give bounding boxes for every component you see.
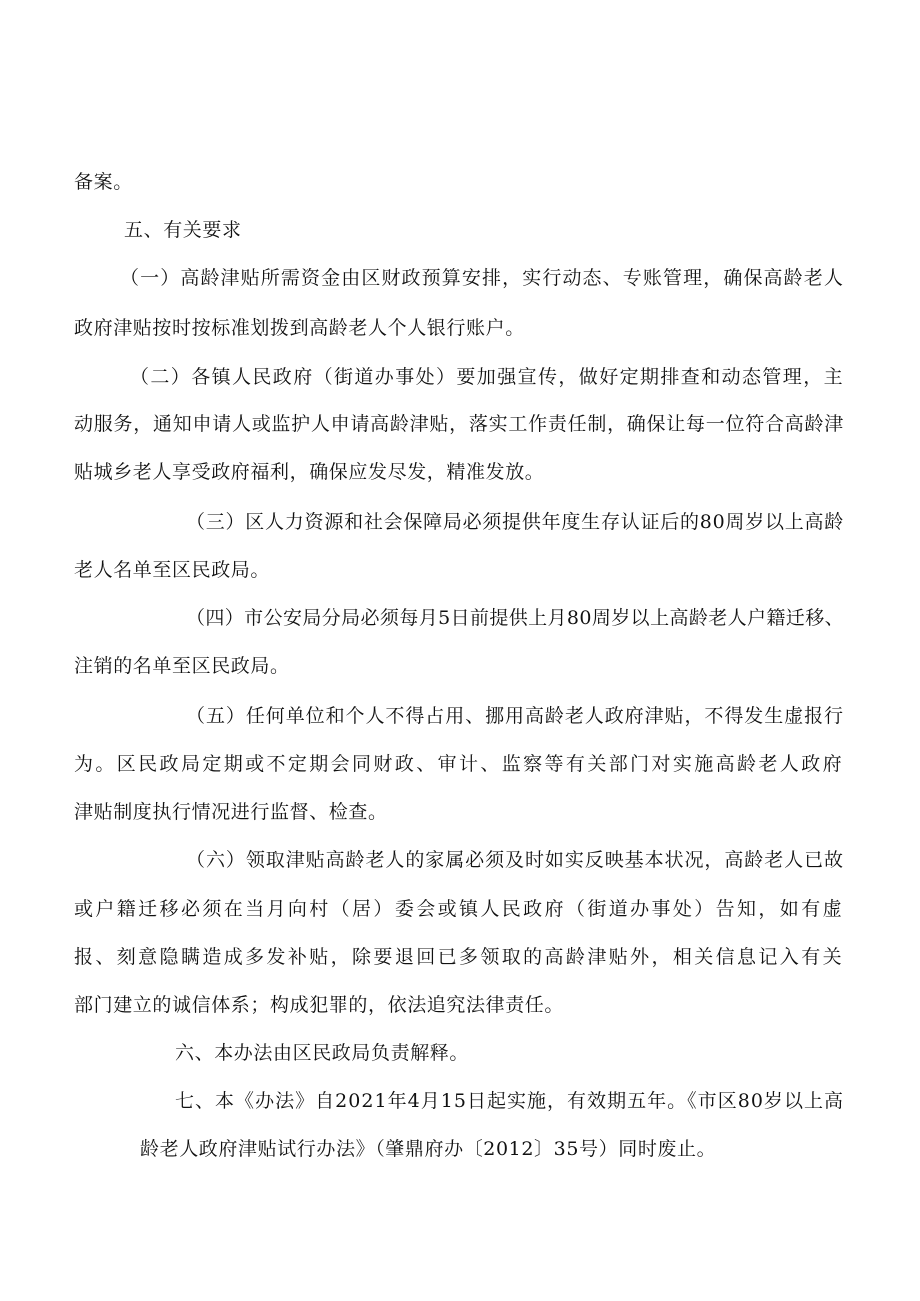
line-text: 或户籍迁移必须在当月向村（居）委会或镇人民政府（街道办事处）告知，如有虚 <box>74 898 844 920</box>
text-line-15 <box>186 848 844 872</box>
text-line-4: 政府津贴按时按标准划拨到高龄老人个人银行账户。 <box>74 317 525 339</box>
text-line-10 <box>186 606 844 630</box>
line-text: （六）领取津贴高龄老人的家属必须及时如实反映基本状况，高龄老人已故 <box>186 849 844 871</box>
line-text: （一）高龄津贴所需资金由区财政预算安排，实行动态、专账管理，确保高龄老人 <box>120 267 844 289</box>
line-text: （二）各镇人民政府（街道办事处）要加强宣传，做好定期排查和动态管理，主 <box>130 366 845 388</box>
text-line-1: 备案。 <box>74 171 133 193</box>
text-line-7: 贴城乡老人享受政府福利，确保应发尽发，精准发放。 <box>74 461 545 483</box>
text-line-13 <box>74 752 844 776</box>
section-heading-5: 五、有关要求 <box>124 219 242 241</box>
text-line-12 <box>186 704 844 728</box>
line-text: 动服务，通知申请人或监护人申请高龄津贴，落实工作责任制，确保让每一位符合高龄津 <box>74 413 844 435</box>
line-text: 为。区民政局定期或不定期会同财政、审计、监察等有关部门对实施高龄老人政府 <box>74 753 844 775</box>
text-line-5 <box>130 365 844 389</box>
text-line-3 <box>120 266 844 290</box>
text-line-14: 津贴制度执行情况进行监督、检查。 <box>74 801 388 823</box>
text-line-17 <box>74 945 844 969</box>
line-text: 报、刻意隐瞒造成多发补贴，除要退回已多领取的高龄津贴外，相关信息记入有关 <box>74 946 844 968</box>
text-line-9: 老人名单至区民政局。 <box>74 559 271 581</box>
text-line-18: 部门建立的诚信体系；构成犯罪的，依法追究法律责任。 <box>74 994 565 1016</box>
line-text: 七、本《办法》自2021年4月15日起实施，有效期五年。《市区80岁以上高 <box>175 1090 845 1112</box>
line-text: （四）市公安局分局必须每月5日前提供上月80周岁以上高龄老人户籍迁移、 <box>186 607 844 629</box>
text-line-8 <box>186 510 844 534</box>
text-line-16 <box>74 897 844 921</box>
section-heading-6: 六、本办法由区民政局负责解释。 <box>175 1042 470 1064</box>
text-line-11: 注销的名单至区民政局。 <box>74 655 290 677</box>
text-line-20 <box>175 1089 844 1113</box>
text-line-6 <box>74 412 844 436</box>
line-text: （五）任何单位和个人不得占用、挪用高龄老人政府津贴，不得发生虚报行 <box>186 705 844 727</box>
text-line-21: 龄老人政府津贴试行办法》（肇鼎府办〔2012〕35号）同时废止。 <box>140 1138 717 1160</box>
line-text: （三）区人力资源和社会保障局必须提供年度生存认证后的80周岁以上高龄 <box>186 511 844 533</box>
